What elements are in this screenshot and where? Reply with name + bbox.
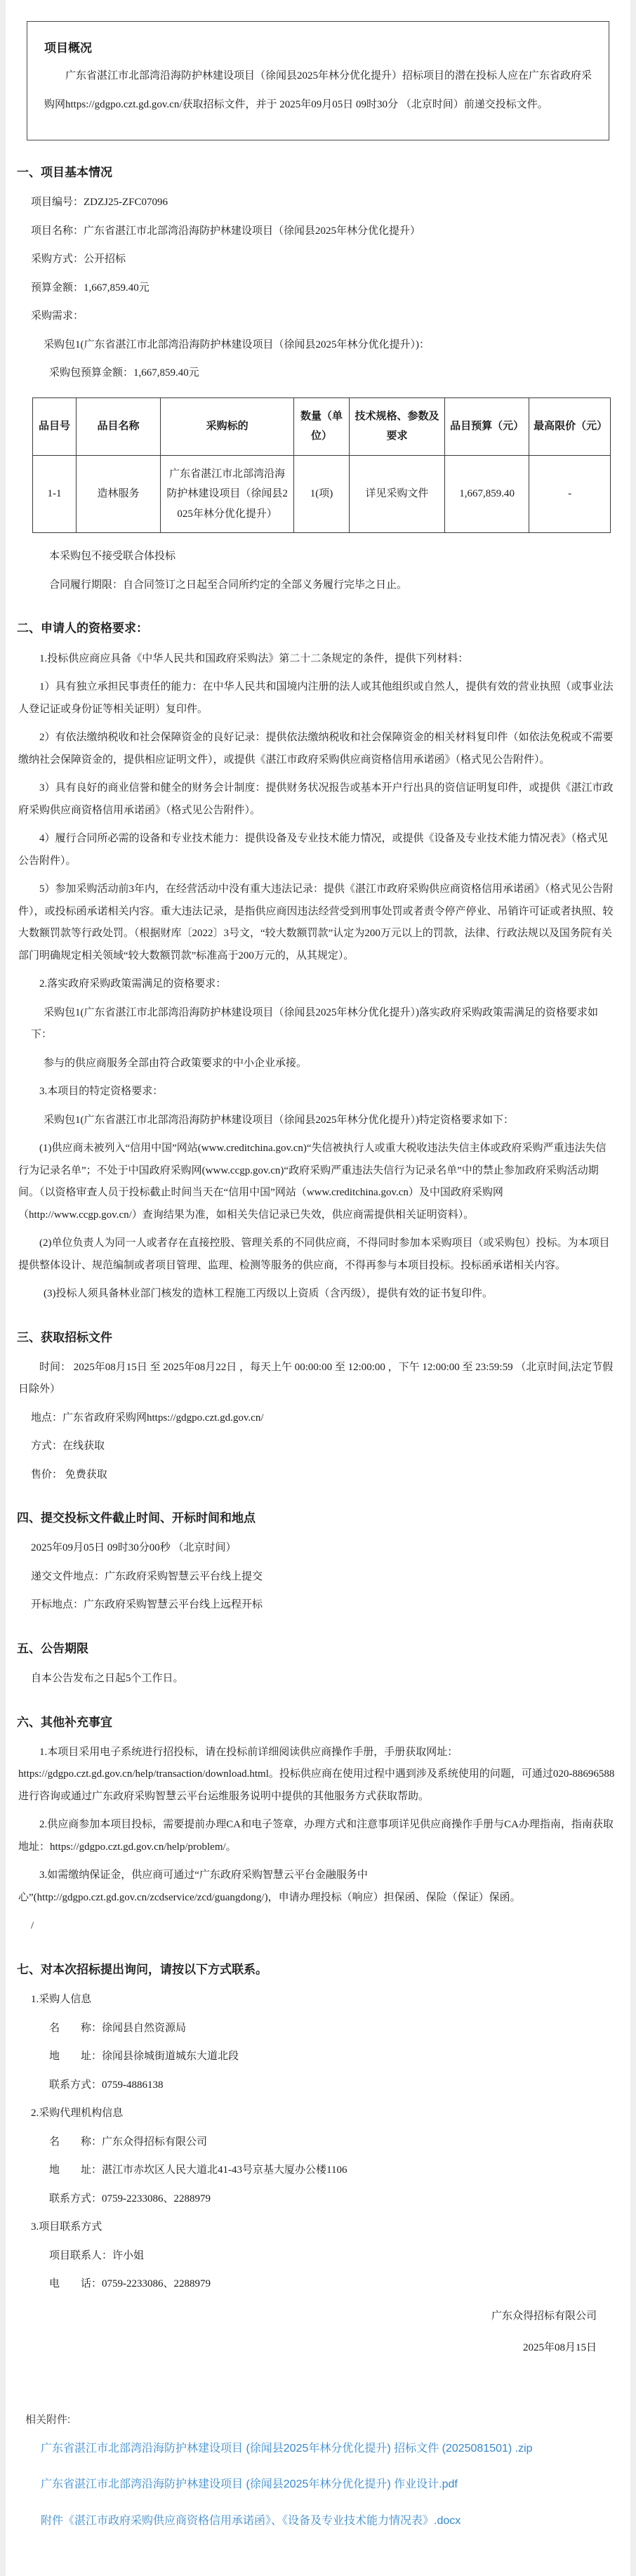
contact-group-agency: 2.采购代理机构信息 (31, 2108, 124, 2119)
table-header-price-cap: 最高限价（元） (529, 397, 611, 455)
obtain-price-line: 售价： 免费获取 (31, 1468, 107, 1480)
table-header-subject: 采购标的 (160, 397, 293, 455)
purchaser-phone: 联系方式：0759-4886138 (49, 2079, 164, 2091)
section-notice-period (6, 1639, 630, 1690)
agency-name: 名 称：广东众得招标有限公司 (49, 2136, 208, 2148)
cell-price-cap: - (529, 455, 611, 533)
overview-body: 广东省湛江市北部湾沿海防护林建设项目（徐闻县2025年林分优化提升）招标项目的潜在投标人应在广东省政府采购网https://gdgpo.czt.gd.gov.cn/获取招标文件，并于 2025年09月05日 09时30分 （北京时间）前递交投标文件。 (44, 70, 592, 110)
project-contact-person: 项目联系人：许小姐 (49, 2249, 145, 2261)
cell-item-no: 1-1 (33, 455, 77, 533)
section-qualifications (6, 619, 630, 1305)
qualification-paragraph: (2)单位负责人为同一人或者存在直接控股、管理关系的不同供应商，不得同时参加本采购项目（或采购包）投标。为本项目提供整体设计、规范编制或者项目管理、监理、检测等服务的供应商，不得再参与本项目投标。投标函承诺相关内容。 (18, 1237, 610, 1271)
attachment-link-work-design-pdf[interactable]: 广东省湛江市北部湾沿海防护林建设项目 (徐闻县2025年林分优化提升) 作业设计.pdf (41, 2478, 458, 2491)
cell-spec: 详见采购文件 (349, 455, 444, 533)
section-heading: 一、项目基本情况 (17, 166, 112, 180)
attachment-link-forms-docx[interactable]: 附件《湛江市政府采购供应商资格信用承诺函》、《设备及专业技术能力情况表》.docx (41, 2514, 461, 2527)
qualification-paragraph: (1)供应商未被列入“信用中国”网站(www.creditchina.gov.cn)“失信被执行人或重大税收违法失信主体或政府采购严重违法失信行为记录名单”；不处于中国政府采购网(www.ccgp.gov.cn)“政府采购严重违法失信行为记录名单”中的禁止参加政府采购活动期间。（以资格审查人员于投标截止时间当天在“信用中国”网站（www.creditchina.gov.cn）及中国政府采购网（http://www.ccgp.gov.cn/）查询结果为准，如相关失信记录已失效，供应商需提供相关证明资料）。 (18, 1143, 607, 1221)
cell-subject: 广东省湛江市北部湾沿海防护林建设项目（徐闻县2025年林分优化提升） (160, 455, 293, 533)
supplementary-paragraph: 3.如需缴纳保证金，供应商可通过“广东政府采购智慧云平台金融服务中心”(http://gdgpo.czt.gd.gov.cn/zcdservice/zcd/guangdong/)，申请办理投标（响应）担保函、保险（保证）保函。 (18, 1869, 521, 1903)
field-package-budget: 采购包预算金额：1,667,859.40元 (49, 367, 199, 379)
deadline-datetime: 2025年09月05日 09时30分00秒 （北京时间） (31, 1542, 237, 1554)
signature-date: 2025年08月15日 (522, 2342, 597, 2353)
table-header-spec: 技术规格、参数及要求 (349, 397, 444, 455)
purchaser-address: 地 址：徐闻县徐城街道城东大道北段 (49, 2051, 239, 2062)
notice-period-line: 自本公告发布之日起5个工作日。 (31, 1673, 184, 1685)
qualification-paragraph: 1.投标供应商应具备《中华人民共和国政府采购法》第二十二条规定的条件，提供下列材料： (39, 652, 469, 664)
supplementary-paragraph: 1.本项目采用电子系统进行招投标，请在投标前详细阅读供应商操作手册，手册获取网址：https://gdgpo.czt.gd.gov.cn/help/transaction/download.html。投标供应商在使用过程中遇到涉及系统使用的问题，可通过020-88696588 进行咨询或通过广东政府采购智慧云平台运维服务说明中提供的其他服务方式获取帮助。 (18, 1746, 615, 1802)
signature-company: 广东众得招标有限公司 (491, 2310, 597, 2322)
obtain-time-line: 时间： 2025年08月15日 至 2025年08月22日 ，每天上午 00:00:00 至 12:00:00 ，下午 12:00:00 至 23:59:59 （北京时间,法定节假日除外） (18, 1361, 614, 1395)
qualification-paragraph: 参与的供应商服务全部由符合政策要求的中小企业承接。 (44, 1057, 307, 1069)
overview-title: 项目概况 (44, 41, 92, 55)
obtain-method-line: 方式：在线获取 (31, 1440, 105, 1452)
section-supplementary (6, 1713, 630, 1938)
contact-group-project: 3.项目联系方式 (31, 2221, 102, 2233)
supplementary-paragraph: 2.供应商参加本项目投标，需要提前办理CA和电子签章，办理方式和注意事项详见供应商操作手册与CA办理指南，指南获取地址：https://gdgpo.czt.gd.gov.cn/help/problem/。 (18, 1819, 614, 1853)
qualification-paragraph: 采购包1(广东省湛江市北部湾沿海防护林建设项目（徐闻县2025年林分优化提升）)落实政府采购政策需满足的资格要求如下： (31, 1006, 598, 1041)
table-header-budget: 品目预算（元） (445, 397, 529, 455)
qualification-paragraph: 3.本项目的特定资格要求： (39, 1086, 164, 1098)
section-heading: 六、其他补充事宜 (17, 1715, 112, 1729)
note-no-consortium: 本采购包不接受联合体投标 (49, 551, 176, 563)
section-contacts (6, 1960, 630, 2296)
section-heading: 五、公告期限 (17, 1641, 88, 1655)
opening-place: 开标地点：广东政府采购智慧云平台线上远程开标 (31, 1599, 263, 1611)
purchaser-name: 名 称：徐闻县自然资源局 (49, 2022, 187, 2034)
cell-item-name: 造林服务 (77, 455, 161, 533)
field-package-name: 采购包1(广东省湛江市北部湾沿海防护林建设项目（徐闻县2025年林分优化提升）)： (44, 339, 430, 350)
procurement-items-table (32, 397, 611, 534)
qualification-paragraph: 5）参加采购活动前3年内，在经营活动中没有重大违法记录：提供《湛江市政府采购供应商资格信用承诺函》（格式见公告附件），或投标函承诺相关内容。重大违法记录，是指供应商因违法经营受到刑事处罚或者责令停产停业、吊销许可证或者执照、较大数额罚款等行政处罚。（根据财库〔2022〕3号文，“较大数额罚款”认定为200万元以上的罚款，法律、行政法规以及国务院有关部门明确规定相关领域“较大数额罚款”标准高于200万元的，从其规定）。 (18, 883, 614, 961)
project-contact-phone: 电 话：0759-2233086、2288979 (49, 2278, 211, 2289)
section-obtain-documents (6, 1328, 630, 1487)
cell-budget: 1,667,859.40 (445, 455, 529, 533)
table-row (33, 455, 611, 533)
cell-quantity: 1(项) (294, 455, 350, 533)
submission-place: 递交文件地点：广东政府采购智慧云平台线上提交 (31, 1570, 263, 1582)
note-contract-term: 合同履行期限：自合同签订之日起至合同所约定的全部义务履行完毕之日止。 (49, 579, 408, 591)
section-heading: 三、获取招标文件 (17, 1330, 112, 1344)
agency-phone: 联系方式：0759-2233086、2288979 (49, 2193, 211, 2204)
qualification-paragraph: 3）具有良好的商业信誉和健全的财务会计制度：提供财务状况报告或基本开户行出具的资信证明复印件，或提供《湛江市政府采购供应商资格信用承诺函》（格式见公告附件）。 (18, 782, 614, 816)
field-project-name: 项目名称：广东省湛江市北部湾沿海防护林建设项目（徐闻县2025年林分优化提升） (31, 225, 421, 237)
table-header-row (33, 397, 611, 455)
section-heading: 二、申请人的资格要求： (17, 622, 148, 636)
attachment-link-bid-documents-zip[interactable]: 广东省湛江市北部湾沿海防护林建设项目 (徐闻县2025年林分优化提升) 招标文件 (2025081501) .zip (41, 2442, 533, 2455)
attachments-section (25, 2412, 630, 2530)
table-header-item-no: 品目号 (33, 397, 77, 455)
qualification-paragraph: 采购包1(广东省湛江市北部湾沿海防护林建设项目（徐闻县2025年林分优化提升）)特定资格要求如下： (44, 1114, 514, 1126)
qualification-paragraph: 4）履行合同所必需的设备和专业技术能力：提供设备及专业技术能力情况，或提供《设备及专业技术能力情况表》（格式见公告附件）。 (18, 833, 609, 867)
field-budget-amount: 预算金额：1,667,859.40元 (31, 282, 150, 294)
section-heading: 四、提交投标文件截止时间、开标时间和地点 (17, 1511, 256, 1525)
project-overview-box (27, 21, 609, 140)
agency-address: 地 址：湛江市赤坎区人民大道北41-43号京基大厦办公楼1106 (49, 2164, 347, 2176)
table-header-item-name: 品目名称 (77, 397, 161, 455)
field-procurement-demand: 采购需求： (31, 310, 84, 322)
section-heading: 七、对本次招标提出询问，请按以下方式联系。 (17, 1962, 267, 1976)
qualification-paragraph: (3)投标人须具备林业部门核发的造林工程施工丙级以上资质（含丙级），提供有效的证书复印件。 (44, 1288, 493, 1300)
qualification-paragraph: 2）有依法缴纳税收和社会保障资金的良好记录：提供依法缴纳税收和社会保障资金的相关材料复印件（如依法免税或不需要缴纳社会保障资金的，提供相应证明文件），或提供《湛江市政府采购供应商资格信用承诺函》（格式见公告附件）。 (18, 732, 614, 765)
section-basic-info (6, 163, 630, 596)
field-procurement-method: 采购方式：公开招标 (31, 254, 126, 265)
contact-group-purchaser: 1.采购人信息 (31, 1994, 92, 2005)
qualification-paragraph: 2.落实政府采购政策需满足的资格要求： (39, 978, 227, 990)
qualification-paragraph: 1）具有独立承担民事责任的能力：在中华人民共和国境内注册的法人或其他组织或自然人，提供有效的营业执照（或事业法人登记证或身份证等相关证明）复印件。 (18, 681, 614, 715)
supplementary-slash-line: / (31, 1920, 34, 1932)
obtain-place-line: 地点：广东省政府采购网https://gdgpo.czt.gd.gov.cn/ (31, 1412, 264, 1424)
announcement-page (6, 0, 630, 2576)
attachments-label: 相关附件: (25, 2413, 71, 2426)
table-header-quantity: 数量（单位） (294, 397, 350, 455)
field-project-number: 项目编号：ZDZJ25-ZFC07096 (31, 197, 168, 209)
section-deadline-opening (6, 1509, 630, 1617)
